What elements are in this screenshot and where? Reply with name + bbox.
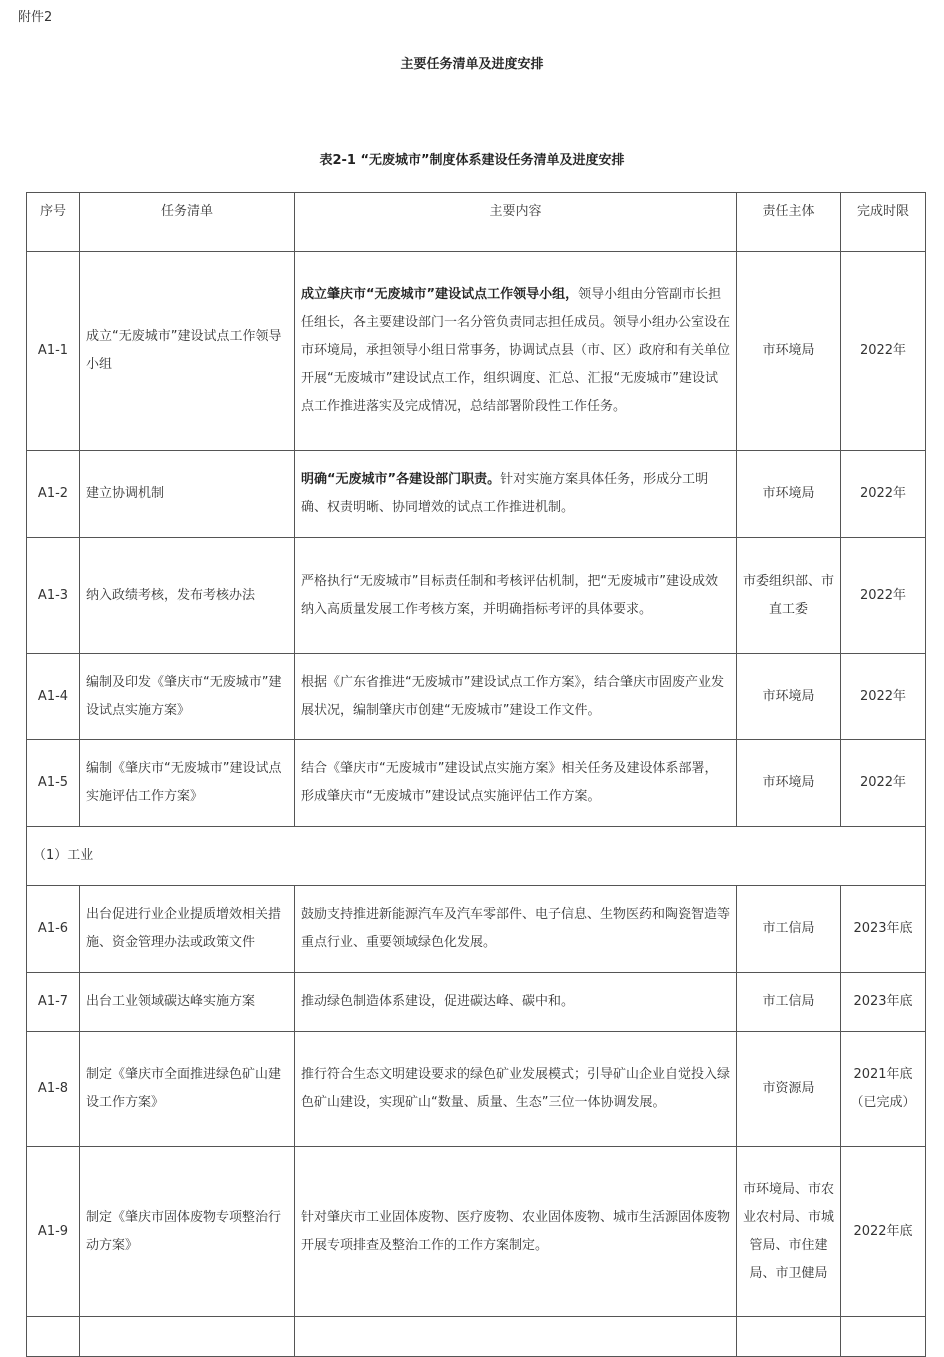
row-deadline: 2022年 (841, 740, 926, 827)
row-deadline: 2023年底 (841, 886, 926, 973)
row-number: A1-2 (27, 451, 80, 538)
row-responsible: 市环境局、市农业农村局、市城管局、市住建局、市卫健局 (737, 1147, 841, 1317)
row-content (295, 252, 737, 451)
row-number: A1-9 (27, 1147, 80, 1317)
table-row (27, 252, 926, 451)
row-deadline: 2022年 (841, 538, 926, 654)
row-task: 制定《肇庆市全面推进绿色矿山建设工作方案》 (80, 1032, 295, 1147)
row-content: 结合《肇庆市“无废城市”建设试点实施方案》相关任务及建设体系部署，形成肇庆市“无废城市”建设试点实施评估工作方案。 (295, 740, 737, 827)
table-row (27, 654, 926, 740)
table-title: 表2-1 “无废城市”制度体系建设任务清单及进度安排 (319, 153, 625, 168)
row-content (295, 451, 737, 538)
section-label: （1）工业 (27, 827, 926, 886)
row-responsible: 市环境局 (737, 654, 841, 740)
row-content-text: 针对实施方案具体任务，形成分工明确、权责明晰、协同增效的试点工作推进机制。 (301, 472, 709, 515)
row-deadline: 2022年 (841, 451, 926, 538)
row-number: A1-5 (27, 740, 80, 827)
row-task: 编制《肇庆市“无废城市”建设试点实施评估工作方案》 (80, 740, 295, 827)
row-content: 推行符合生态文明建设要求的绿色矿业发展模式；引导矿山企业自觉投入绿色矿山建设，实现矿山“数量、质量、生态”三位一体协调发展。 (295, 1032, 737, 1147)
row-content-lead: 成立肇庆市“无废城市”建设试点工作领导小组， (301, 287, 579, 302)
row-content-text: 领导小组由分管副市长担任组长，各主要建设部门一名分管负责同志担任成员。领导小组办公室设在市环境局，承担领导小组日常事务，协调试点县（市、区）政府和有关单位开展“无废城市”建设试点工作，组织调度、汇总、汇报“无废城市”建设试点工作推进落实及完成情况，总结部署阶段性工作任务。 (301, 287, 731, 414)
row-responsible: 市环境局 (737, 252, 841, 451)
row-deadline: 2022年 (841, 654, 926, 740)
row-deadline: 2022年 (841, 252, 926, 451)
task-table (26, 192, 926, 1357)
row-content: 推动绿色制造体系建设，促进碳达峰、碳中和。 (295, 973, 737, 1032)
row-number: A1-3 (27, 538, 80, 654)
row-responsible: 市环境局 (737, 451, 841, 538)
row-responsible: 市环境局 (737, 740, 841, 827)
row-task: 制定《肇庆市固体废物专项整治行动方案》 (80, 1147, 295, 1317)
row-deadline: 2022年底 (841, 1147, 926, 1317)
col-header-responsible: 责任主体 (737, 193, 841, 252)
row-task: 编制及印发《肇庆市“无废城市”建设试点实施方案》 (80, 654, 295, 740)
row-deadline: 2023年底 (841, 973, 926, 1032)
table-row (27, 973, 926, 1032)
table-row (27, 886, 926, 973)
row-content: 根据《广东省推进“无废城市”建设试点工作方案》，结合肇庆市固废产业发展状况，编制肇庆市创建“无废城市”建设工作文件。 (295, 654, 737, 740)
table-row-partial (27, 1317, 926, 1357)
col-header-task: 任务清单 (80, 193, 295, 252)
table-row (27, 740, 926, 827)
col-header-deadline: 完成时限 (841, 193, 926, 252)
row-number: A1-6 (27, 886, 80, 973)
page-title: 主要任务清单及进度安排 (400, 57, 544, 72)
row-responsible: 市资源局 (737, 1032, 841, 1147)
col-header-no: 序号 (27, 193, 80, 252)
row-number: A1-4 (27, 654, 80, 740)
table-row (27, 538, 926, 654)
row-content: 严格执行“无废城市”目标责任制和考核评估机制，把“无废城市”建设成效纳入高质量发展工作考核方案，并明确指标考评的具体要求。 (295, 538, 737, 654)
row-task: 成立“无废城市”建设试点工作领导小组 (80, 252, 295, 451)
row-task: 出台工业领域碳达峰实施方案 (80, 973, 295, 1032)
row-content: 鼓励支持推进新能源汽车及汽车零部件、电子信息、生物医药和陶瓷智造等重点行业、重要领域绿色化发展。 (295, 886, 737, 973)
table-row (27, 451, 926, 538)
row-task: 建立协调机制 (80, 451, 295, 538)
row-number: A1-7 (27, 973, 80, 1032)
table-header-row (27, 193, 926, 252)
table-row (27, 1032, 926, 1147)
col-header-content: 主要内容 (295, 193, 737, 252)
row-content: 针对肇庆市工业固体废物、医疗废物、农业固体废物、城市生活源固体废物开展专项排查及整治工作的工作方案制定。 (295, 1147, 737, 1317)
row-responsible: 市工信局 (737, 973, 841, 1032)
section-row (27, 827, 926, 886)
row-number: A1-8 (27, 1032, 80, 1147)
row-task: 出台促进行业企业提质增效相关措施、资金管理办法或政策文件 (80, 886, 295, 973)
row-responsible: 市工信局 (737, 886, 841, 973)
row-task: 纳入政绩考核，发布考核办法 (80, 538, 295, 654)
attachment-label: 附件2 (18, 10, 53, 25)
row-deadline: 2021年底（已完成） (841, 1032, 926, 1147)
row-content-lead: 明确“无废城市”各建设部门职责。 (301, 472, 501, 487)
table-row (27, 1147, 926, 1317)
row-responsible: 市委组织部、市直工委 (737, 538, 841, 654)
row-number: A1-1 (27, 252, 80, 451)
